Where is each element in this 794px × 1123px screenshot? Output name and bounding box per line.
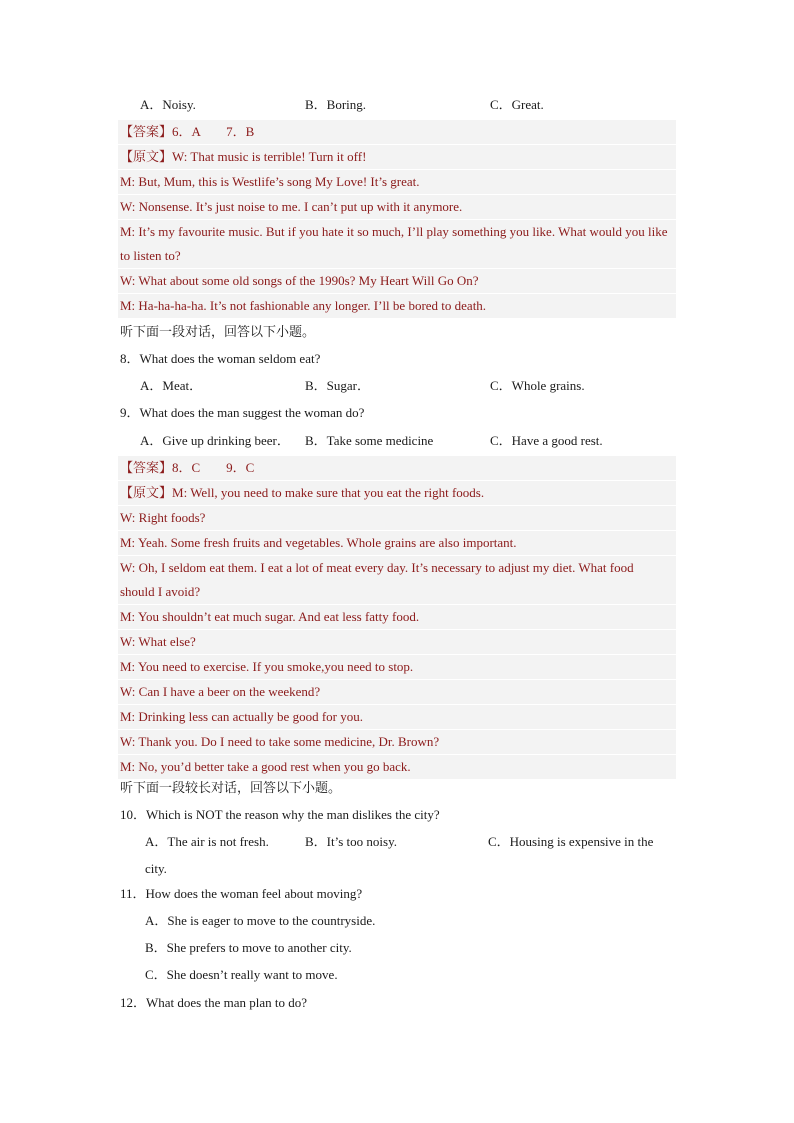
q9-options (140, 429, 680, 453)
q9-question: 9．What does the man suggest the woman do? (120, 405, 365, 420)
transcript-line: M: Ha-ha-ha-ha. It’s not fashionable any longer. I’ll be bored to death. (120, 298, 487, 313)
transcript-text: M: Well, you need to make sure that you eat the right foods. (172, 485, 485, 500)
transcript-line: W: Right foods? (118, 506, 676, 531)
instruction-1: 听下面一段对话，回答以下小题。 (120, 324, 316, 339)
transcript-line: M: But, Mum, this is Westlife’s song My Love! It’s great. (118, 170, 676, 195)
q9-option-a: A．Give up drinking beer． (140, 433, 290, 448)
q9-option-b: B．Take some medicine (305, 433, 434, 448)
q12-question: 12．What does the man plan to do? (120, 995, 308, 1010)
q10-question: 10．Which is NOT the reason why the man dislikes the city? (120, 807, 440, 822)
q5-options (140, 93, 680, 117)
instruction-2: 听下面一段较长对话，回答以下小题。 (120, 780, 342, 795)
transcript-line: M: You shouldn’t eat much sugar. And eat less fatty food. (118, 605, 676, 630)
q11-option-a: A．She is eager to move to the countryside. (145, 913, 376, 928)
q8-option-b: B．Sugar． (305, 378, 371, 393)
q10-options (145, 830, 680, 854)
q9-option-c: C．Have a good rest. (490, 433, 603, 448)
transcript-line: M: It’s my favourite music. But if you hate it so much, I’ll play something you like. What would you like to listen to? (118, 220, 676, 269)
transcript-line (118, 481, 676, 506)
q10-option-a: A．The air is not fresh. (145, 834, 269, 849)
transcript-line: W: What else? (118, 630, 676, 655)
transcript-line: M: You need to exercise. If you smoke,you need to stop. (118, 655, 676, 680)
q8-option-c: C．Whole grains. (490, 378, 585, 393)
q5-option-c: C．Great. (490, 97, 544, 112)
answer-line (118, 456, 676, 481)
q10-option-c-continued: city. (145, 861, 167, 876)
answer-text: 6．A 7．B (172, 124, 255, 139)
transcript-line: W: Oh, I seldom eat them. I eat a lot of meat every day. It’s necessary to adjust my diet. What food should I avoid? (118, 556, 676, 605)
transcript-line: W: Nonsense. It’s just noise to me. I can’t put up with it anymore. (118, 195, 676, 220)
transcript-text: W: That music is terrible! Turn it off! (172, 149, 367, 164)
q8-question: 8．What does the woman seldom eat? (120, 351, 321, 366)
transcript-line: W: What about some old songs of the 1990s? My Heart Will Go On? (118, 269, 676, 294)
transcript-line: W: Can I have a beer on the weekend? (118, 680, 676, 705)
q8-options (140, 374, 680, 398)
transcript-line: W: Thank you. Do I need to take some medicine, Dr. Brown? (118, 730, 676, 755)
q11-option-b: B．She prefers to move to another city. (145, 940, 352, 955)
q10-option-c: C．Housing is expensive in the (488, 834, 654, 849)
transcript-line: M: Drinking less can actually be good for you. (118, 705, 676, 730)
answer-block-2 (118, 456, 676, 779)
transcript-line (118, 145, 676, 170)
answer-text: 8．C 9．C (172, 460, 255, 475)
transcript-label: 【原文】 (120, 149, 173, 164)
answer-label: 【答案】 (120, 124, 173, 139)
transcript-line: M: No, you’d better take a good rest when you go back. (120, 759, 411, 774)
q5-option-b: B．Boring. (305, 97, 367, 112)
q5-option-a: A．Noisy. (140, 97, 196, 112)
transcript-label: 【原文】 (120, 485, 173, 500)
q11-question: 11．How does the woman feel about moving? (120, 886, 363, 901)
answer-label: 【答案】 (120, 460, 173, 475)
q10-option-b: B．It’s too noisy. (305, 834, 397, 849)
answer-block-1 (118, 120, 676, 318)
q11-option-c: C．She doesn’t really want to move. (145, 967, 338, 982)
q8-option-a: A．Meat． (140, 378, 203, 393)
answer-line (118, 120, 676, 145)
transcript-line: M: Yeah. Some fresh fruits and vegetables. Whole grains are also important. (118, 531, 676, 556)
